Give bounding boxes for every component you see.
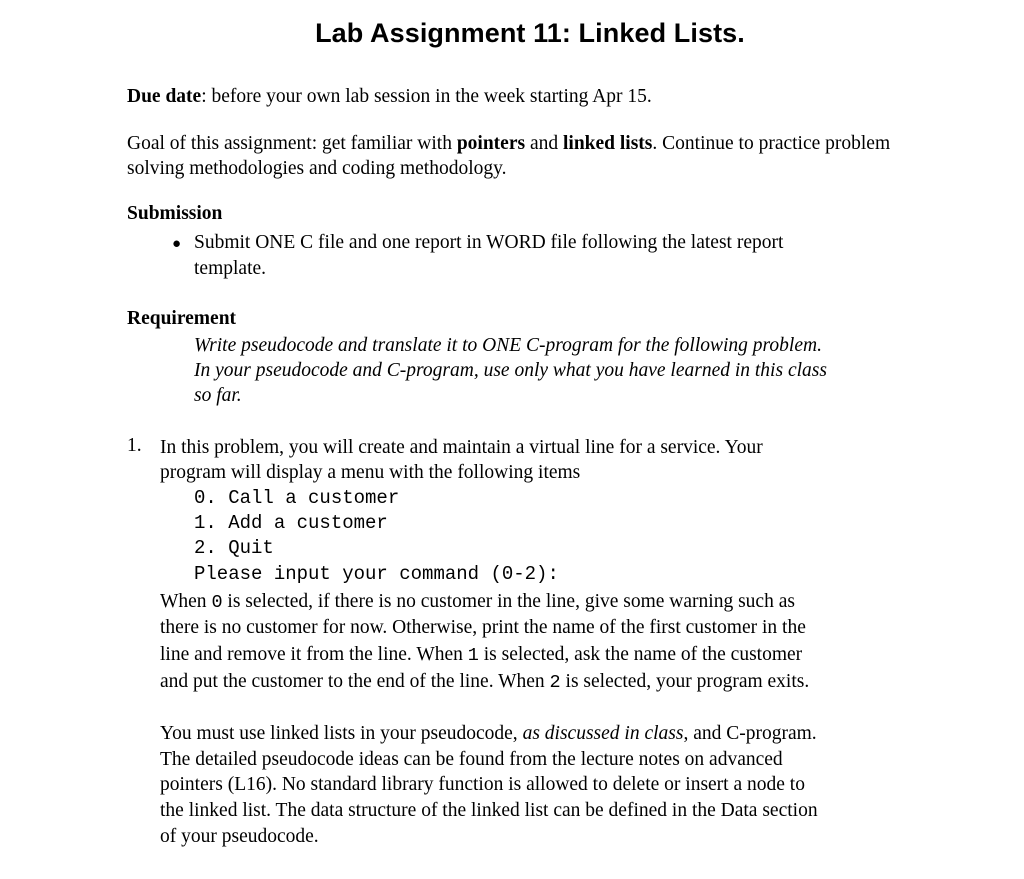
desc-line-4 bbox=[160, 669, 809, 695]
problem-number: 1. bbox=[127, 435, 142, 456]
requirement-line-1: Write pseudocode and translate it to ONE C-program for the following problem. bbox=[194, 335, 822, 356]
goal-mid: and bbox=[525, 133, 563, 154]
note-emphasis: as discussed in class bbox=[522, 723, 684, 744]
menu-item-quit: 2. Quit bbox=[194, 537, 274, 559]
goal-line-2: solving methodologies and coding methodology. bbox=[127, 158, 507, 179]
code-zero: 0 bbox=[211, 592, 223, 613]
submission-item-line-2: template. bbox=[194, 258, 267, 279]
goal-term-linked-lists: linked lists bbox=[562, 133, 653, 154]
due-date-label: Due date bbox=[127, 86, 202, 107]
menu-prompt: Please input your command (0-2): bbox=[194, 563, 559, 585]
menu-item-call: 0. Call a customer bbox=[194, 487, 400, 509]
desc-line-3 bbox=[160, 642, 802, 668]
goal-term-pointers: pointers bbox=[456, 133, 526, 154]
menu-item-add: 1. Add a customer bbox=[194, 512, 388, 534]
desc-text: When bbox=[160, 591, 212, 612]
requirement-line-2: In your pseudocode and C-program, use only what you have learned in this class bbox=[194, 360, 827, 381]
goal-prefix: Goal of this assignment: get familiar with bbox=[127, 133, 457, 154]
desc-text: line and remove it from the line. When bbox=[160, 644, 468, 665]
requirement-heading: Requirement bbox=[127, 308, 237, 329]
goal-line-1 bbox=[127, 131, 890, 156]
desc-text: and put the customer to the end of the line. When bbox=[160, 671, 550, 692]
problem-intro-line-1: In this problem, you will create and maintain a virtual line for a service. Your bbox=[160, 437, 763, 458]
note-line-1 bbox=[160, 721, 817, 746]
due-date-line bbox=[127, 84, 652, 109]
goal-suffix: . Continue to practice problem bbox=[652, 133, 891, 154]
note-line-2: The detailed pseudocode ideas can be found from the lecture notes on advanced bbox=[160, 749, 783, 770]
due-date-text: : before your own lab session in the week starting Apr 15. bbox=[201, 86, 652, 107]
note-line-4: the linked list. The data structure of the linked list can be defined in the Data section bbox=[160, 800, 818, 821]
page-title: Lab Assignment 11: Linked Lists. bbox=[315, 18, 745, 48]
desc-text: is selected, ask the name of the customer bbox=[478, 644, 803, 665]
note-text: , and C-program. bbox=[683, 723, 817, 744]
bullet-icon: ● bbox=[172, 236, 182, 252]
submission-heading: Submission bbox=[127, 203, 223, 224]
note-line-5: of your pseudocode. bbox=[160, 826, 319, 847]
problem-intro-line-2: program will display a menu with the following items bbox=[160, 462, 581, 483]
desc-line-2: there is no customer for now. Otherwise, print the name of the first customer in the bbox=[160, 617, 806, 638]
submission-item-line-1: Submit ONE C file and one report in WORD file following the latest report bbox=[194, 232, 784, 253]
desc-text: is selected, if there is no customer in the line, give some warning such as bbox=[222, 591, 795, 612]
code-two: 2 bbox=[549, 672, 561, 693]
desc-text: is selected, your program exits. bbox=[560, 671, 810, 692]
note-text: You must use linked lists in your pseudocode, bbox=[160, 723, 523, 744]
note-line-3: pointers (L16). No standard library function is allowed to delete or insert a node to bbox=[160, 774, 805, 795]
code-one: 1 bbox=[467, 645, 479, 666]
desc-line-1 bbox=[160, 589, 795, 615]
requirement-line-3: so far. bbox=[194, 385, 242, 406]
